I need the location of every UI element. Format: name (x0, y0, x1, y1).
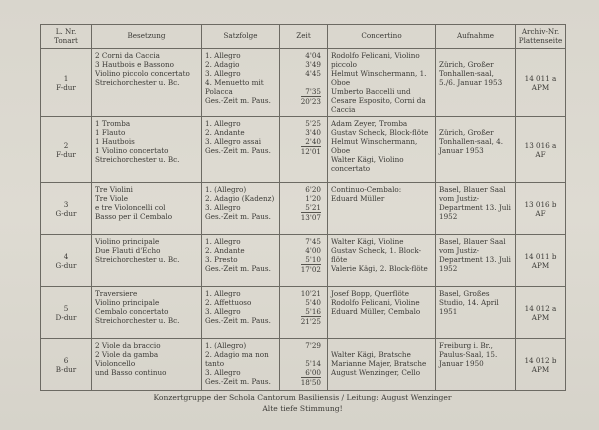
cell-satzfolge: 1. Allegro 2. Andante 3. Allegro assai Ges.-Zeit m. Paus. (202, 117, 280, 183)
cell-aufnahme: Zürich, Großer Tonhallen-saal, 4. Januar 1953 (436, 117, 516, 183)
table-row (41, 49, 566, 117)
cell-concertino: Rodolfo Felicani, Violino piccolo Helmut Winschermann, 1. Oboe Umberto Baccelli und Cesare Esposito, Corni da Caccia (328, 49, 436, 117)
cell-besetzung: Tre Violini Tre Viole e tre Violoncelli col Basso per il Cembalo (92, 183, 202, 235)
cell-aufnahme: Basel, Blauer Saal vom Justiz-Department 13. Juli 1952 (436, 183, 516, 235)
cell-nr: 2 F-dur (41, 117, 92, 183)
cell-archiv: 14 011 b APM (516, 235, 566, 287)
header-concertino: Concertino (328, 25, 436, 49)
cell-archiv: 14 012 a APM (516, 287, 566, 339)
cell-nr: 6 B-dur (41, 339, 92, 391)
footer-credit: Konzertgruppe der Schola Cantorum Basiliensis / Leitung: August Wenzinger (153, 393, 452, 402)
header-aufnahme: Aufnahme (436, 25, 516, 49)
header-besetzung: Besetzung (92, 25, 202, 49)
cell-satzfolge: 1. Allegro 2. Affettuoso 3. Allegro Ges.-Zeit m. Paus. (202, 287, 280, 339)
cell-aufnahme: Freiburg i. Br., Paulus-Saal, 15. Januar 1950 (436, 339, 516, 391)
table-row (41, 183, 566, 235)
cell-besetzung: Traversiere Violino principale Cembalo concertato Streichorchester u. Bc. (92, 287, 202, 339)
cell-nr: 5 D-dur (41, 287, 92, 339)
cell-zeit: 4'04 3'49 4'45 7'35 20'23 (280, 49, 328, 117)
cell-zeit: 5'25 3'40 2'40 12'01 (280, 117, 328, 183)
cell-concertino: Continuo-Cembalo: Eduard Müller (328, 183, 436, 235)
table-row (41, 235, 566, 287)
cell-zeit: 10'21 5'40 5'16 21'25 (280, 287, 328, 339)
concerto-table (40, 24, 566, 391)
cell-concertino: Walter Kägi, Bratsche Marianne Majer, Bratsche August Wenzinger, Cello (328, 339, 436, 391)
cell-aufnahme: Basel, Großes Studio, 14. April 1951 (436, 287, 516, 339)
header-row (41, 25, 566, 49)
cell-besetzung: Violino principale Due Flauti d'Echo Streichorchester u. Bc. (92, 235, 202, 287)
cell-nr: 3 G-dur (41, 183, 92, 235)
cell-zeit: 6'20 1'20 5'21 13'07 (280, 183, 328, 235)
cell-aufnahme: Basel, Blauer Saal vom Justiz-Department 13. Juli 1952 (436, 235, 516, 287)
cell-concertino: Adam Zeyer, Tromba Gustav Scheck, Block-flöte Helmut Winschermann, Oboe Walter Kägi, Violino concertato (328, 117, 436, 183)
cell-besetzung: 2 Viole da braccio 2 Viole da gamba Violoncello und Basso continuo (92, 339, 202, 391)
table-row (41, 287, 566, 339)
cell-satzfolge: 1. (Allegro) 2. Adagio (Kadenz) 3. Allegro Ges.-Zeit m. Paus. (202, 183, 280, 235)
cell-concertino: Walter Kägi, Violine Gustav Scheck, 1. Block-flöte Valerie Kägi, 2. Block-flöte (328, 235, 436, 287)
header-nr: L. Nr. Tonart (41, 25, 92, 49)
cell-satzfolge: 1. Allegro 2. Adagio 3. Allegro 4. Menuetto mit Polacca Ges.-Zeit m. Paus. (202, 49, 280, 117)
cell-nr: 4 G-dur (41, 235, 92, 287)
table-row (41, 117, 566, 183)
cell-besetzung: 2 Corni da Caccia 3 Hautbois e Bassono Violino piccolo concertato Streichorchester u. Bc. (92, 49, 202, 117)
header-satzfolge: Satzfolge (202, 25, 280, 49)
cell-aufnahme: Zürich, Großer Tonhallen-saal, 5./6. Januar 1953 (436, 49, 516, 117)
cell-archiv: 14 012 b APM (516, 339, 566, 391)
cell-satzfolge: 1. (Allegro) 2. Adagio ma non tanto 3. Allegro Ges.-Zeit m. Paus. (202, 339, 280, 391)
cell-zeit: 7'45 4'00 5'10 17'02 (280, 235, 328, 287)
header-zeit: Zeit (280, 25, 328, 49)
table-row (41, 339, 566, 391)
cell-concertino: Josef Bopp, Querflöte Rodolfo Felicani, Violine Eduard Müller, Cembalo (328, 287, 436, 339)
footer-note: Alte tiefe Stimmung! (262, 404, 343, 413)
cell-satzfolge: 1. Allegro 2. Andante 3. Presto Ges.-Zeit m. Paus. (202, 235, 280, 287)
cell-archiv: 14 011 a APM (516, 49, 566, 117)
cell-besetzung: 1 Tromba 1 Flauto 1 Hautbois 1 Violino concertato Streichorchester u. Bc. (92, 117, 202, 183)
cell-archiv: 13 016 a AF (516, 117, 566, 183)
cell-archiv: 13 016 b AF (516, 183, 566, 235)
cell-nr: 1 F-dur (41, 49, 92, 117)
header-archiv: Archiv-Nr. Plattenseite (516, 25, 566, 49)
cell-zeit: 7'29 5'14 6'00 18'50 (280, 339, 328, 391)
